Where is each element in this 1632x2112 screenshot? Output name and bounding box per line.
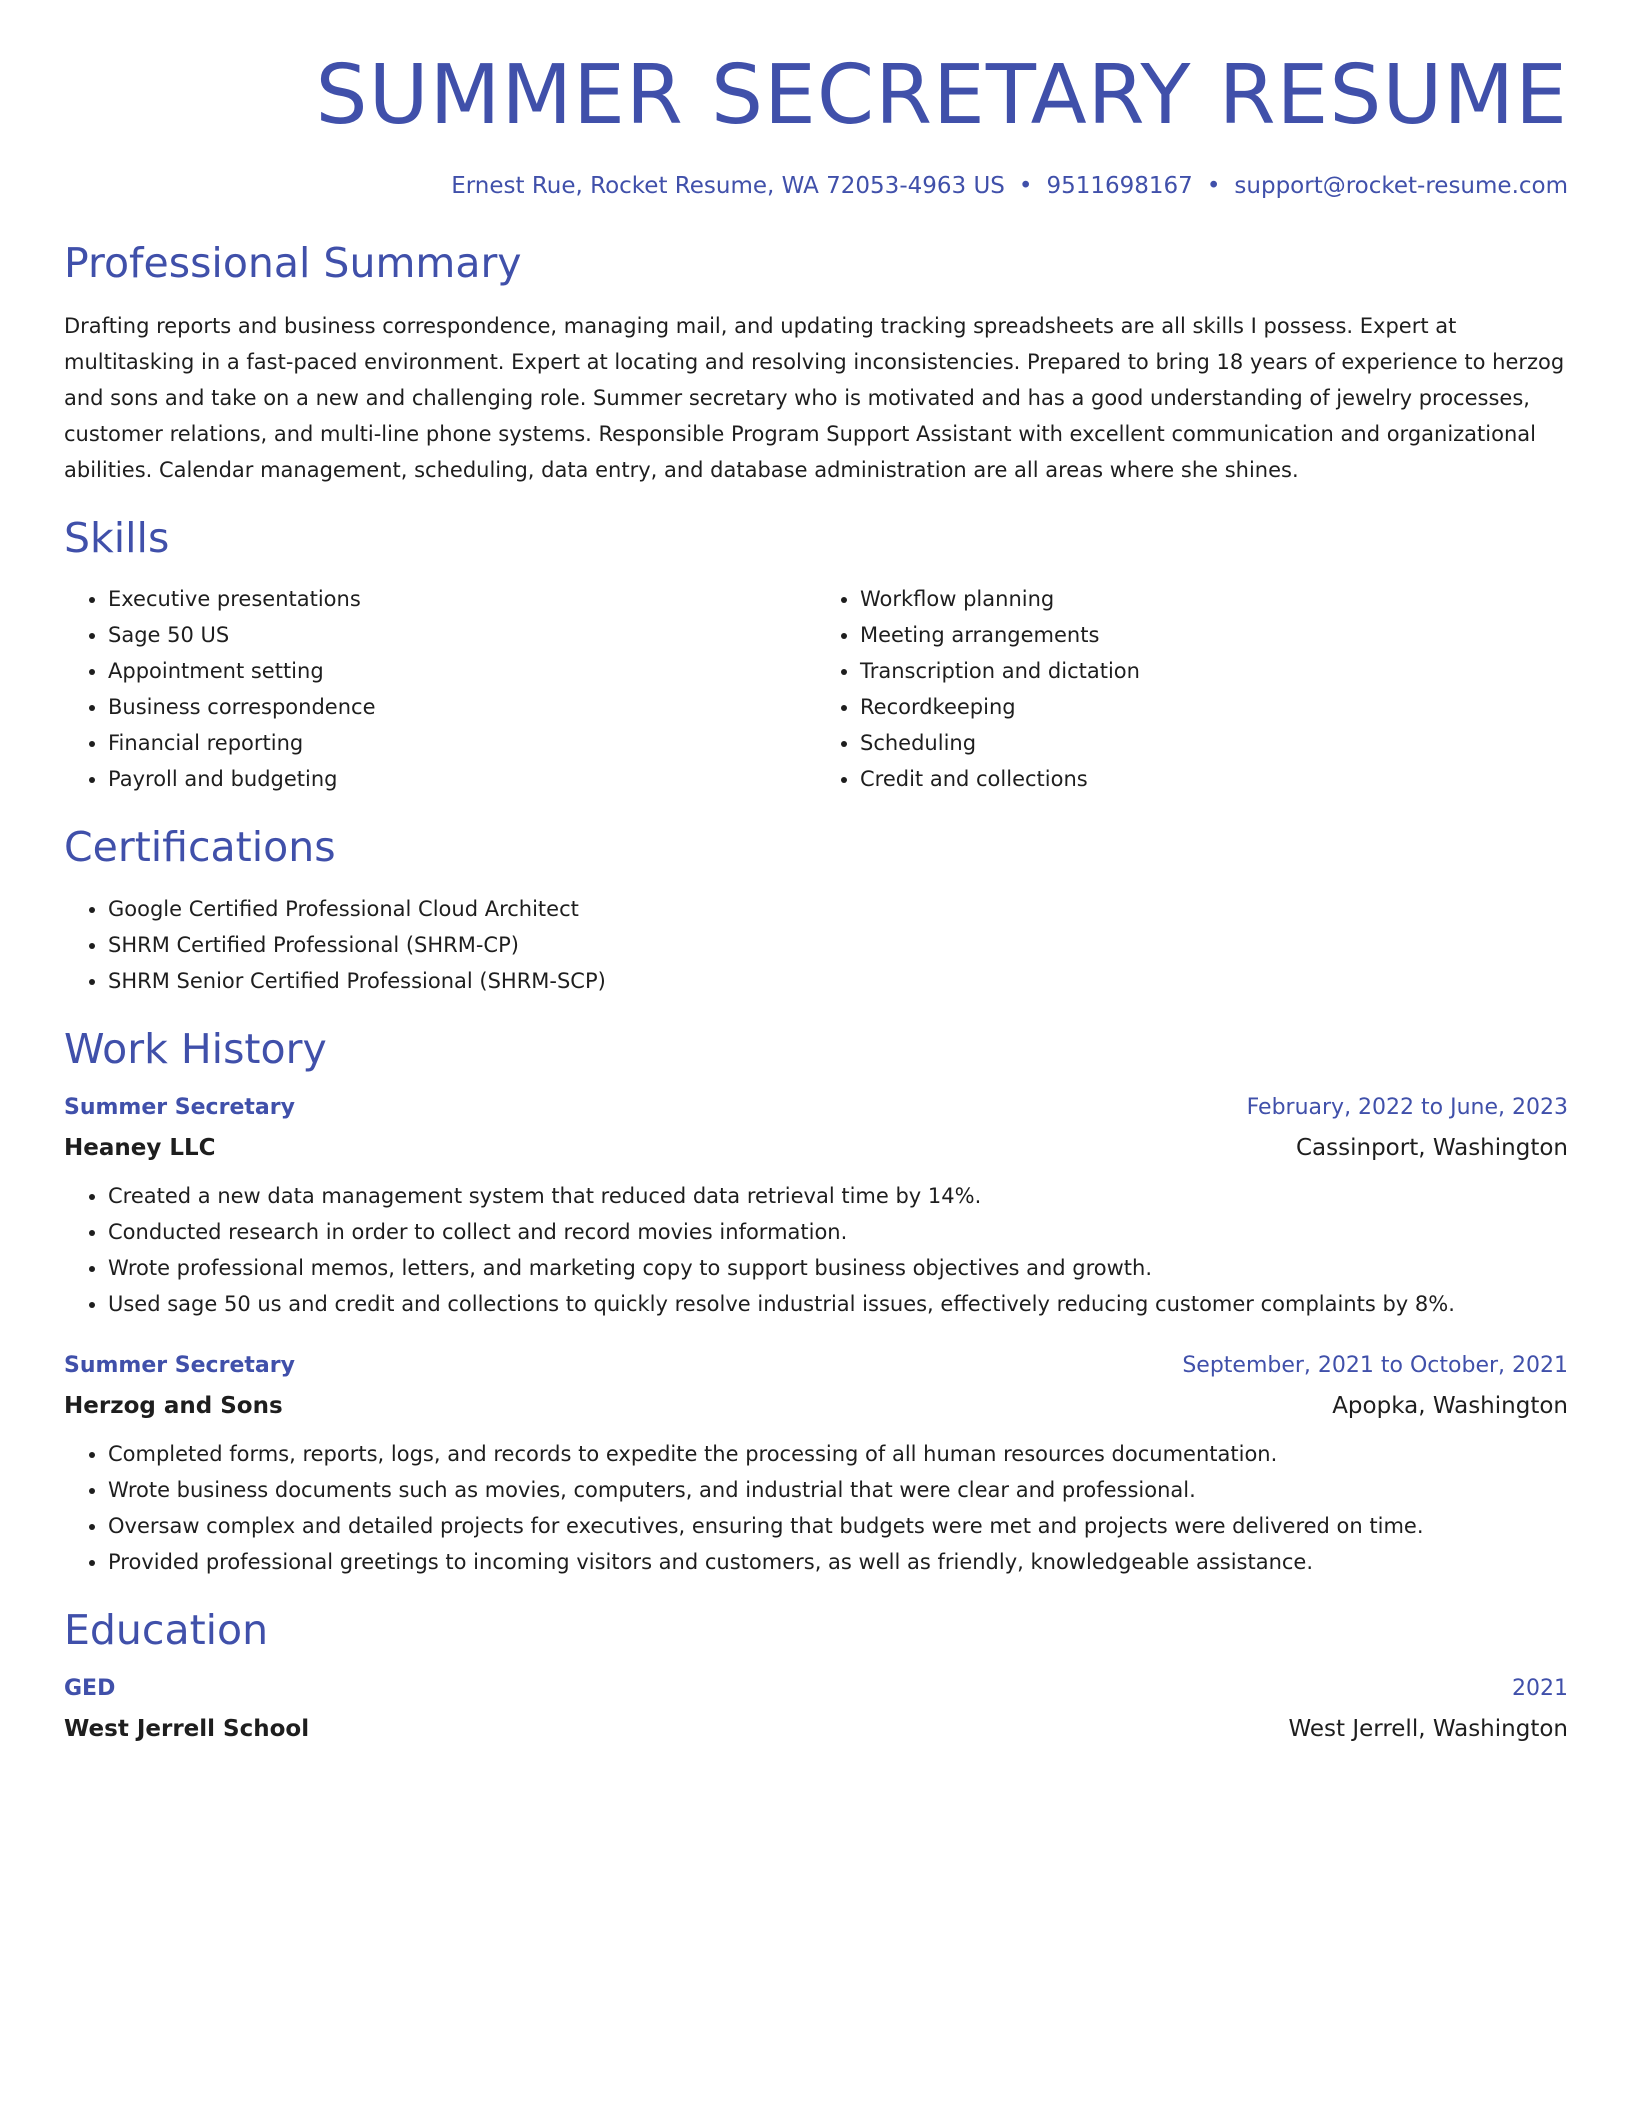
skill-item: • Payroll and budgeting: [108, 761, 816, 797]
education-entry: [64, 1669, 1568, 1749]
contact-phone: 9511698167: [1046, 173, 1193, 199]
skills-section: [64, 514, 1568, 797]
skill-item: • Scheduling: [860, 725, 1568, 761]
education-school: West Jerrell School: [64, 1715, 310, 1742]
certification-item: • SHRM Senior Certified Professional (SHRM-SCP): [108, 963, 1568, 999]
job-location: Cassinport, Washington: [1295, 1134, 1568, 1161]
education-degree: GED: [64, 1675, 116, 1701]
summary-text: Drafting reports and business correspondence, managing mail, and updating tracking spreadsheets are all skills I possess. Expert at multitasking in a fast-paced environment. Expert at locating and resolving inconsistencies. Prepared to bring 18 years of experience to herzog and sons and take on a new and challenging role. Summer secretary who is motivated and has a good understanding of jewelry processes, customer relations, and multi-line phone systems. Responsible Program Support Assistant with excellent communication and organizational abilities. Calendar management, scheduling, data entry, and database administration are all areas where she shines.: [64, 314, 1565, 483]
skills-list-right: [816, 581, 1568, 797]
certifications-section: [64, 823, 1568, 998]
skill-item: • Meeting arrangements: [860, 617, 1568, 653]
skills-list-left: [64, 581, 816, 797]
contact-separator: •: [1206, 173, 1221, 199]
skills-heading: Skills: [64, 514, 170, 563]
contact-email: support@rocket-resume.com: [1234, 173, 1568, 199]
skills-columns: [64, 581, 1568, 797]
skill-item: • Workflow planning: [860, 581, 1568, 617]
job-company: Heaney LLC: [64, 1134, 216, 1161]
skill-item: • Business correspondence: [108, 689, 816, 725]
contact-address: Ernest Rue, Rocket Resume, WA 72053-4963 US: [451, 173, 1005, 199]
job-bullet: • Conducted research in order to collect and record movies information.: [108, 1214, 1568, 1250]
job-bullets: [64, 1178, 1568, 1322]
contact-separator: •: [1018, 173, 1033, 199]
skill-item: • Transcription and dictation: [860, 653, 1568, 689]
job-entry: [64, 1346, 1568, 1580]
job-header: [64, 1346, 1568, 1386]
resume-title: SUMMER SECRETARY RESUME: [315, 48, 1568, 143]
job-bullet: • Completed forms, reports, logs, and records to expedite the processing of all human resources documentation.: [108, 1436, 1568, 1472]
job-title: Summer Secretary: [64, 1094, 295, 1120]
summary-section: [64, 239, 1568, 488]
job-dates: February, 2022 to June, 2023: [1246, 1094, 1568, 1120]
job-company: Herzog and Sons: [64, 1392, 283, 1419]
job-dates: September, 2021 to October, 2021: [1182, 1352, 1568, 1378]
contact-line: [64, 173, 1568, 199]
education-header: [64, 1669, 1568, 1709]
job-bullet: • Used sage 50 us and credit and collections to quickly resolve industrial issues, effectively reducing customer complaints by 8%.: [108, 1286, 1568, 1322]
job-bullet: • Oversaw complex and detailed projects for executives, ensuring that budgets were met and projects were delivered on time.: [108, 1508, 1568, 1544]
job-location: Apopka, Washington: [1332, 1392, 1568, 1419]
work-history-heading: Work History: [64, 1024, 327, 1073]
job-header: [64, 1088, 1568, 1128]
education-heading: Education: [64, 1605, 269, 1654]
certification-item: • Google Certified Professional Cloud Architect: [108, 891, 1568, 927]
job-bullet: • Wrote professional memos, letters, and marketing copy to support business objectives and growth.: [108, 1250, 1568, 1286]
job-bullet: • Wrote business documents such as movies, computers, and industrial that were clear and professional.: [108, 1472, 1568, 1508]
skill-item: • Executive presentations: [108, 581, 816, 617]
certification-item: • SHRM Certified Professional (SHRM-CP): [108, 927, 1568, 963]
job-bullets: [64, 1436, 1568, 1580]
education-location: West Jerrell, Washington: [1288, 1715, 1568, 1742]
job-bullet: • Created a new data management system that reduced data retrieval time by 14%.: [108, 1178, 1568, 1214]
education-year: 2021: [1512, 1675, 1568, 1701]
summary-heading: Professional Summary: [64, 239, 522, 287]
job-subheader: [64, 1386, 1568, 1426]
education-subheader: [64, 1709, 1568, 1749]
certifications-heading: Certifications: [64, 823, 336, 872]
certifications-list: [64, 891, 1568, 999]
job-title: Summer Secretary: [64, 1352, 295, 1378]
skill-item: • Sage 50 US: [108, 617, 816, 653]
skill-item: • Appointment setting: [108, 653, 816, 689]
job-subheader: [64, 1128, 1568, 1168]
skill-item: • Credit and collections: [860, 761, 1568, 797]
job-entry: [64, 1088, 1568, 1322]
work-history-section: [64, 1025, 1568, 1580]
skill-item: • Financial reporting: [108, 725, 816, 761]
education-section: [64, 1606, 1568, 1749]
skill-item: • Recordkeeping: [860, 689, 1568, 725]
job-bullet: • Provided professional greetings to incoming visitors and customers, as well as friendly, knowledgeable assistance.: [108, 1544, 1568, 1580]
